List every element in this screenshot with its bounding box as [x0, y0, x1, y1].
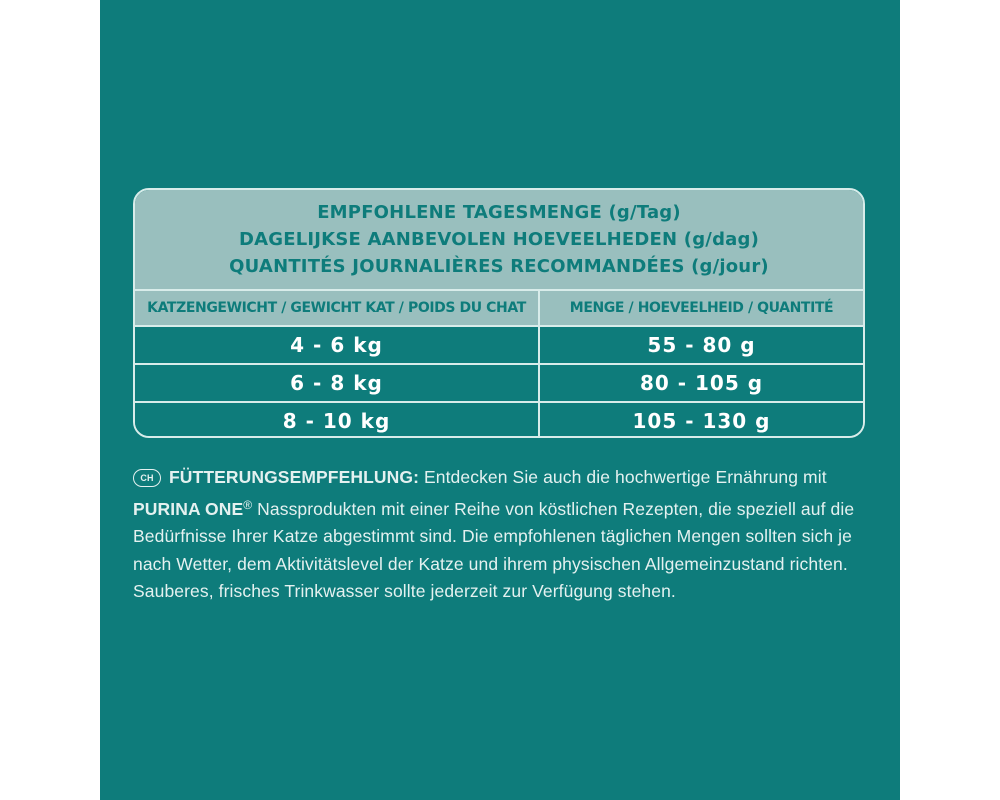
- table-title: [135, 190, 863, 289]
- recommendation-text-body: Nassprodukten mit einer Reihe von köstlichen Rezepten, die speziell auf die Bedürfnisse Ihrer Katze abgestimmt sind. Die empfohlenen täglichen Mengen sollten sich je nach Wetter, dem Aktivitätslevel der Katze und ihrem physischen Allgemeinzustand richten. Sauberes, frisches Trinkwasser sollte jederzeit zur Verfügung stehen.: [133, 498, 855, 601]
- column-header-quantity: MENGE / HOEVEELHEID / QUANTITÉ: [569, 300, 834, 316]
- weight-cell: 6 - 8 kg: [135, 365, 540, 401]
- quantity-cell: 80 - 105 g: [639, 371, 764, 395]
- table-row: [135, 325, 863, 363]
- column-header-weight: KATZENGEWICHT / GEWICHT KAT / POIDS DU CHAT: [135, 291, 540, 325]
- registered-mark: ®: [243, 497, 253, 512]
- quantity-cell: 105 - 130 g: [632, 409, 771, 433]
- country-badge: CH: [133, 469, 161, 487]
- table-title-line-nl: DAGELIJKSE AANBEVOLEN HOEVEELHEDEN (g/dag): [238, 229, 760, 250]
- recommendation-label: FÜTTERUNGSEMPFEHLUNG:: [169, 467, 420, 487]
- quantity-cell: 55 - 80 g: [647, 333, 756, 357]
- feeding-table: [133, 188, 865, 438]
- feeding-recommendation: [133, 464, 868, 606]
- feeding-guide-panel: [100, 0, 900, 800]
- table-column-headers: [135, 289, 863, 325]
- weight-cell: 8 - 10 kg: [135, 403, 540, 438]
- recommendation-text-intro: Entdecken Sie auch die hochwertige Ernährung mit: [423, 467, 827, 487]
- table-title-line-de: EMPFOHLENE TAGESMENGE (g/Tag): [317, 202, 681, 223]
- weight-cell: 4 - 6 kg: [135, 327, 540, 363]
- table-row: [135, 401, 863, 438]
- table-title-line-fr: QUANTITÉS JOURNALIÈRES RECOMMANDÉES (g/jour): [229, 256, 769, 277]
- brand-name: PURINA ONE: [133, 498, 244, 519]
- table-row: [135, 363, 863, 401]
